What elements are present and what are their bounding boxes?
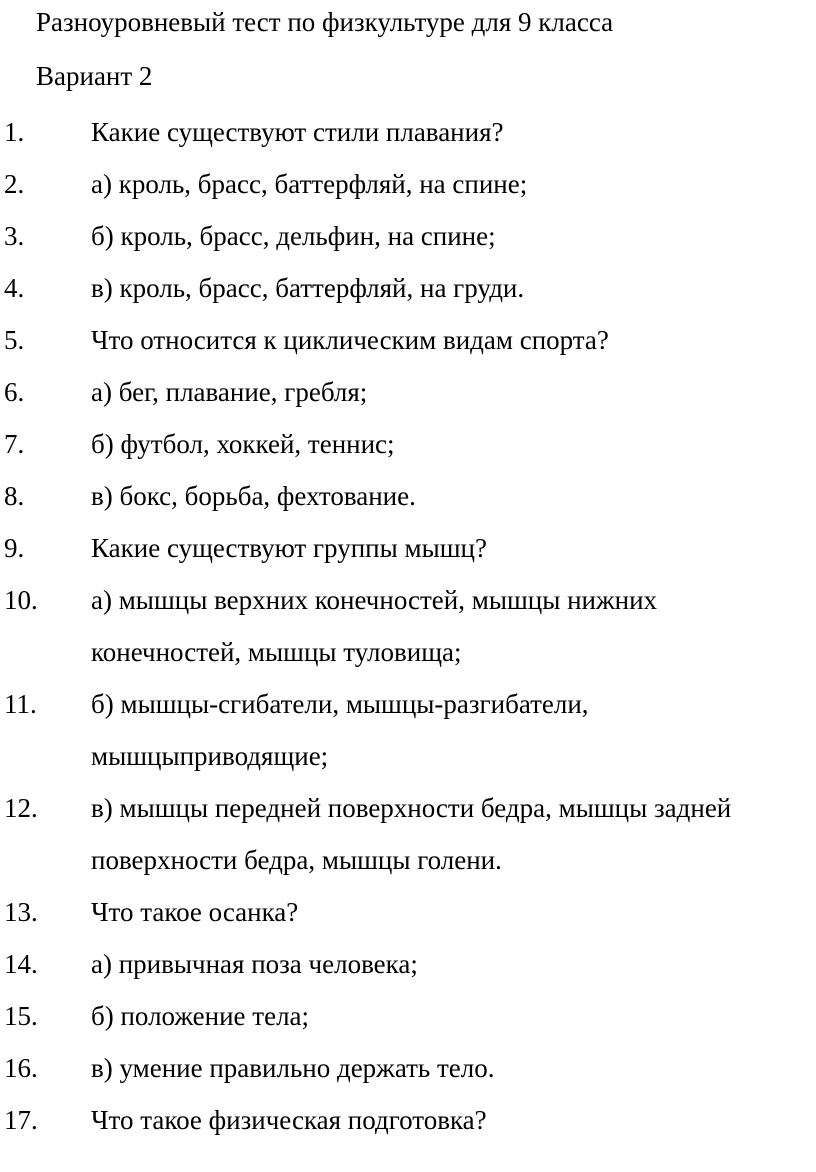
variant-label: Вариант 2 (36, 61, 153, 91)
list-item (0, 1094, 816, 1146)
list-item (0, 262, 816, 314)
item-text: в) умение правильно держать тело. (91, 1053, 495, 1083)
item-text: Что такое осанка? (91, 897, 299, 927)
item-text: в) мышцы передней поверхности бедра, мышцы задней поверхности бедра, мышцы голени. (91, 793, 732, 875)
item-number: 11. (4, 689, 37, 719)
item-text: а) мышцы верхних конечностей, мышцы нижних конечностей, мышцы туловища; (91, 585, 658, 667)
question-list (0, 106, 816, 1146)
item-text: а) привычная поза человека; (91, 949, 418, 979)
item-number: 1. (4, 117, 25, 147)
item-text: б) футбол, хоккей, теннис; (91, 429, 395, 459)
item-number: 10. (4, 585, 38, 615)
list-item (0, 210, 816, 262)
item-text: Какие существуют стили плавания? (91, 117, 504, 147)
list-item (0, 158, 816, 210)
item-text: Что такое физическая подготовка? (91, 1105, 487, 1135)
list-item (0, 886, 816, 938)
item-number: 16. (4, 1053, 38, 1083)
item-number: 3. (4, 221, 25, 251)
list-item (0, 314, 816, 366)
item-number: 14. (4, 949, 38, 979)
list-item (0, 574, 816, 678)
list-item (0, 106, 816, 158)
item-number: 2. (4, 169, 25, 199)
list-item (0, 418, 816, 470)
item-text: б) кроль, брасс, дельфин, на спине; (91, 221, 496, 251)
item-number: 4. (4, 273, 25, 303)
item-text: а) бег, плавание, гребля; (91, 377, 368, 407)
item-number: 12. (4, 793, 38, 823)
list-item (0, 990, 816, 1042)
item-number: 8. (4, 481, 25, 511)
list-item (0, 782, 816, 886)
item-text: Какие существуют группы мышц? (91, 533, 487, 563)
item-text: а) кроль, брасс, баттерфляй, на спине; (91, 169, 528, 199)
list-item (0, 522, 816, 574)
item-number: 13. (4, 897, 38, 927)
item-number: 5. (4, 325, 25, 355)
item-number: 17. (4, 1105, 38, 1135)
item-text: в) бокс, борьба, фехтование. (91, 481, 416, 511)
item-text: Что относится к циклическим видам спорта? (91, 325, 609, 355)
item-number: 9. (4, 533, 25, 563)
list-item (0, 366, 816, 418)
item-text: в) кроль, брасс, баттерфляй, на груди. (91, 273, 525, 303)
item-text: б) мышцы-сгибатели, мышцы-разгибатели, мышцыприводящие; (91, 689, 589, 771)
list-item (0, 1042, 816, 1094)
list-item (0, 678, 816, 782)
list-item (0, 470, 816, 522)
document-title: Разноуровневый тест по физкультуре для 9 класса (36, 7, 614, 37)
item-text: б) положение тела; (91, 1001, 310, 1031)
item-number: 7. (4, 429, 25, 459)
list-item (0, 938, 816, 990)
item-number: 6. (4, 377, 25, 407)
item-number: 15. (4, 1001, 38, 1031)
